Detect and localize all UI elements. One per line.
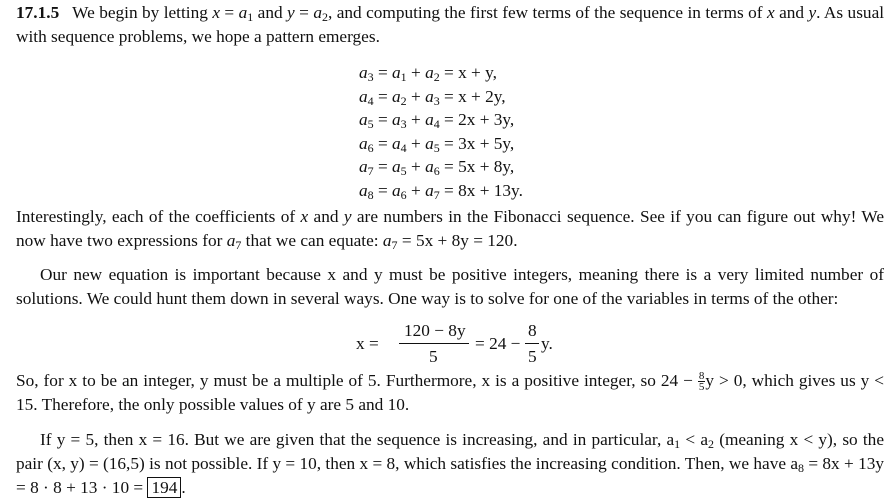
fibonacci-paragraph: Interestingly, each of the coefficients of x and y are numbers in the Fibonacci sequence. See if you can figure out why! We now have two expressions for $a_7$ that we can equate: $a_7 = 5x + 8y = 120$. — [16, 207, 884, 252]
answer-box: 194 — [147, 477, 181, 498]
fraction-bar — [525, 343, 539, 344]
equation-row: $a_4 = a_2 + a_3 = x + 2y$, — [359, 86, 506, 108]
equation-row: $a_5 = a_3 + a_4 = 2x + 3y$, — [359, 110, 515, 132]
fraction-denominator: 5 — [429, 347, 438, 366]
intro-paragraph: 17.1.5 We begin by letting $x = a_1$ and $y = a_2$, and computing the first few terms of the sequence in terms of x and y. As usual with sequence problems, we hope a pattern emerges. — [16, 3, 885, 46]
equation-row: $a_8 = a_6 + a_7 = 8x + 13y$. — [359, 180, 523, 202]
equation-row: $a_7 = a_5 + a_6 = 5x + 8y$, — [359, 157, 515, 179]
inline-fraction: $\frac{8}{5}$ — [698, 370, 705, 393]
fraction-numerator: 120 − 8y — [404, 321, 466, 340]
equation-row: $a_6 = a_4 + a_5 = 3x + 5y$, — [359, 133, 515, 155]
equation-row: $a_3 = a_1 + a_2 = x + y$, — [359, 63, 497, 84]
fraction-equation: x = 120 − 8y 5 = 24 − 8 5 y. — [16, 319, 884, 369]
integer-paragraph: So, for x to be an integer, y must be a multiple of 5. Furthermore, x is a positive integer, so 24 − $\frac{8}{5}$ y > 0, which gives us y < 15. Therefore, the only possible values of y are 5 and 10. — [16, 370, 884, 414]
fraction-bar — [399, 343, 469, 344]
conclusion-paragraph: If y = 5, then x = 16. But we are given that the sequence is increasing, and in particular, $a_1 < a_2$ (meaning x < y), so the pair (x, y) = (16,5) is not possible. If y = 10, then x = 8, which satisfies the increasing condition. Then, we have $a_8 = 8x + 13y = 8 \cdot 8 + 13 \cdot 10 = 194$ . — [16, 430, 884, 497]
equation-paragraph: Our new equation is important because x and y must be positive integers, meaning there is a very limited number of solutions. We could hunt them down in several ways. One way is to solve for one of the variables in terms of the other: — [16, 265, 884, 308]
sequence-equations — [359, 61, 523, 203]
solution-page — [16, 1, 885, 497]
problem-number: 17.1.5 — [16, 3, 60, 22]
